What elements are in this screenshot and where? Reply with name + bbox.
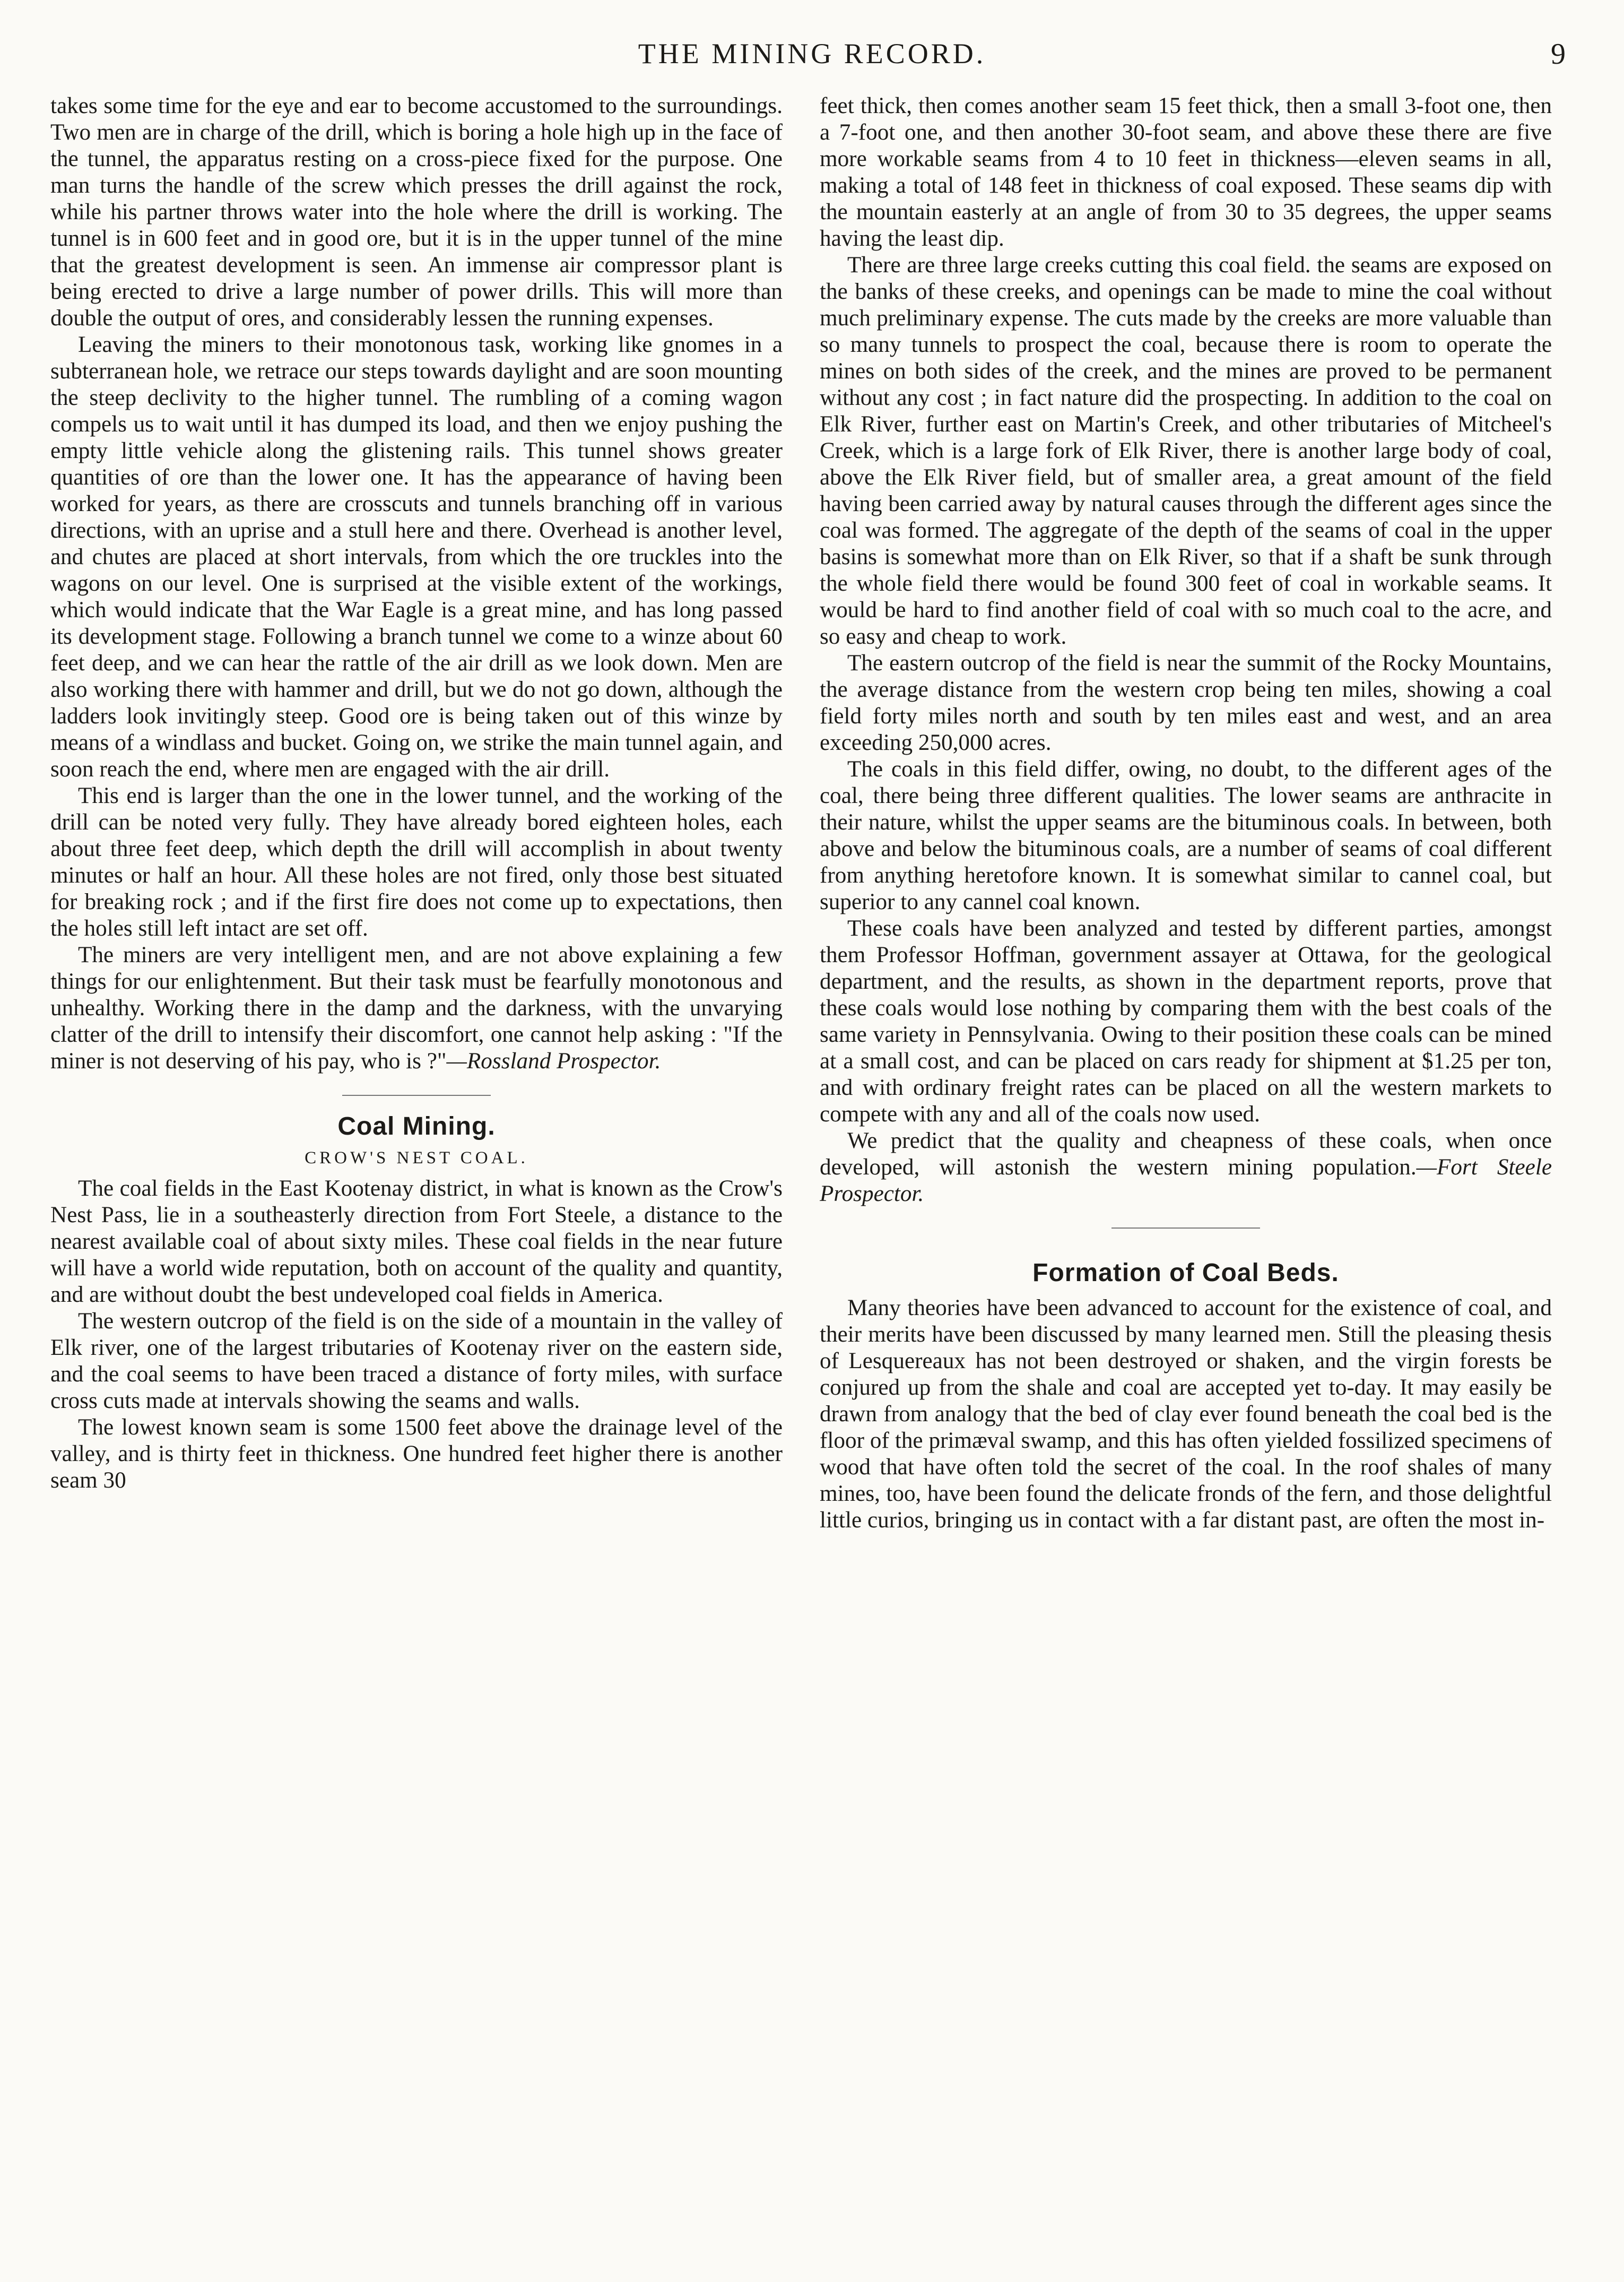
- page-number: 9: [1551, 38, 1566, 71]
- source-credit: —Fort Steele Prospector.: [820, 1155, 1552, 1206]
- article-paragraph: The coals in this field differ, owing, no doubt, to the different ages of the coal, there being three different qualities. The lower seams are anthracite in their nature, whilst the upper seams are the bituminous coals. In between, both above and below the bituminous coals, are a number of seams of coal different from anything heretofore known. It is somewhat similar to cannel coal, but superior to any cannel coal known.: [820, 757, 1552, 914]
- running-header: [0, 37, 1624, 80]
- section-divider: [1111, 1228, 1260, 1229]
- article-paragraph: feet thick, then comes another seam 15 feet thick, then a small 3-foot one, then a 7-foot one, and then another 30-foot seam, and above these there are five more workable seams from 4 to 10 feet in thickness—eleven seams in all, making a total of 148 feet in thickness of coal exposed. These seams dip with the mountain easterly at an angle of from 30 to 35 degrees, the upper seams having the least dip.: [820, 93, 1552, 251]
- article-paragraph: This end is larger than the one in the lower tunnel, and the working of the drill can be noted very fully. They have already bored eighteen holes, each about three feet deep, which depth the drill will accomplish in about twenty minutes or half an hour. All these holes are not fired, only those best situated for breaking rock ; and if the first fire does not come up to expectations, then the holes still left intact are set off.: [50, 783, 783, 941]
- article-paragraph: Many theories have been advanced to account for the existence of coal, and their merits have been discussed by many learned men. Still the pleasing thesis of Lesquereaux has not been destroyed or shaken, and the virgin forests be conjured up from the shale and coal are accepted yet to-day. It may easily be drawn from analogy that the bed of clay ever found beneath the coal bed is the floor of the primæval swamp, and this has often yielded fossilized specimens of wood that have often told the secret of the coal. In the roof shales of many mines, too, have been found the delicate fronds of the fern, and those delightful little curios, bringing us in contact with a far distant past, are often the most in-: [820, 1295, 1552, 1533]
- source-credit: —Rossland Prospector.: [446, 1049, 661, 1074]
- article-paragraph: The coal fields in the East Kootenay district, in what is known as the Crow's Nest Pass, lie in a southeasterly direction from Fort Steele, a distance to the nearest available coal of about sixty miles. These coal fields in the near future will have a world wide reputation, both on account of the quality and quantity, and are without doubt the best undeveloped coal fields in America.: [50, 1176, 783, 1307]
- article-paragraph: The western outcrop of the field is on the side of a mountain in the valley of Elk river, one of the largest tributaries of Kootenay river on the eastern side, and the coal seems to have been traced a distance of forty miles, with surface cross cuts made at intervals showing the seams and walls.: [50, 1309, 783, 1413]
- article-paragraph: [50, 942, 783, 1075]
- article-paragraph: These coals have been analyzed and tested by different parties, amongst them Professor Hoffman, government assayer at Ottawa, for the geological department, and the results, as shown in the department reports, prove that these coals would lose nothing by comparing them with the best coals of the same variety in Pennsylvania. Owing to their position these coals can be mined at a small cost, and can be placed on cars ready for shipment at $1.25 per ton, and with ordinary freight rates can be placed on all the western markets to compete with any and all of the coals now used.: [820, 916, 1552, 1127]
- paragraph-text: We predict that the quality and cheapness of these coals, when once developed, will astonish the western mining population.: [820, 1128, 1552, 1180]
- article-paragraph: The eastern outcrop of the field is near the summit of the Rocky Mountains, the average distance from the western crop being ten miles, showing a coal field forty miles north and south by ten miles east and west, and an area exceeding 250,000 acres.: [820, 651, 1552, 755]
- paragraph-text: The miners are very intelligent men, and are not above explaining a few things for our enlightenment. But their task must be fearfully monotonous and unhealthy. Working there in the damp and the darkness, with the unvarying clatter of the drill to intensify their discomfort, one cannot help asking : "If the miner is not deserving of his pay, who is ?": [50, 943, 783, 1074]
- section-divider: [342, 1095, 491, 1096]
- article-paragraph: takes some time for the eye and ear to become accustomed to the surroundings. Two men are in charge of the drill, which is boring a hole high up in the face of the tunnel, the apparatus resting on a cross-piece fixed for the purpose. One man turns the handle of the screw which presses the drill against the rock, while his partner throws water into the hole where the drill is working. The tunnel is in 600 feet and in good ore, but it is in the upper tunnel of the mine that the greatest development is seen. An immense air compressor plant is being erected to drive a large number of power drills. This will more than double the output of ores, and considerably lessen the running expenses.: [50, 93, 783, 331]
- article-paragraph: Leaving the miners to their monotonous task, working like gnomes in a subterranean hole, we retrace our steps towards daylight and are soon mounting the steep declivity to the higher tunnel. The rumbling of a coming wagon compels us to wait until it has dumped its load, and then we enjoy pushing the empty little vehicle along the glistening rails. This tunnel shows greater quantities of ore than the lower one. It has the appearance of having been worked for years, as there are crosscuts and tunnels branching off in various directions, with an uprise and a stull here and there. Overhead is another level, and chutes are placed at short intervals, from which the ore truckles into the wagons on our level. One is surprised at the visible extent of the workings, which would indicate that the War Eagle is a great mine, and has long passed its development stage. Following a branch tunnel we come to a winze about 60 feet deep, and we can hear the rattle of the air drill as we look down. Men are also working there with hammer and drill, but we do not go down, although the ladders look invitingly steep. Good ore is being taken out of this winze by means of a windlass and bucket. Going on, we strike the main tunnel again, and soon reach the end, where men are engaged with the air drill.: [50, 332, 783, 782]
- article-paragraph: [820, 1128, 1552, 1207]
- section-heading: Formation of Coal Beds.: [1032, 1259, 1339, 1287]
- section-subheading: CROW'S NEST COAL.: [305, 1148, 528, 1168]
- section-heading: Coal Mining.: [337, 1112, 496, 1140]
- publication-title: THE MINING RECORD.: [638, 38, 986, 70]
- article-paragraph: The lowest known seam is some 1500 feet above the drainage level of the valley, and is thirty feet in thickness. One hundred feet higher there is another seam 30: [50, 1415, 783, 1493]
- left-column: [50, 93, 783, 2263]
- article-paragraph: There are three large creeks cutting this coal field. the seams are exposed on the banks of these creeks, and openings can be made to mine the coal without much preliminary expense. The cuts made by the creeks are more valuable than so many tunnels to prospect the coal, because there is room to operate the mines on both sides of the creek, and the mines are proved to be permanent without any cost ; in fact nature did the prospecting. In addition to the coal on Elk River, further east on Martin's Creek, and other tributaries of Mitcheel's Creek, which is a large fork of Elk River, there is another large body of coal, above the Elk River field, but of smaller area, a great amount of the field having been carried away by natural causes through the different ages since the coal was formed. The aggregate of the depth of the seams of coal in the upper basins is somewhat more than on Elk River, so that if a shaft be sunk through the whole field there would be found 300 feet of coal in workable seams. It would be hard to find another field of coal with so much coal to the acre, and so easy and cheap to work.: [820, 253, 1552, 649]
- right-column: [820, 93, 1552, 2263]
